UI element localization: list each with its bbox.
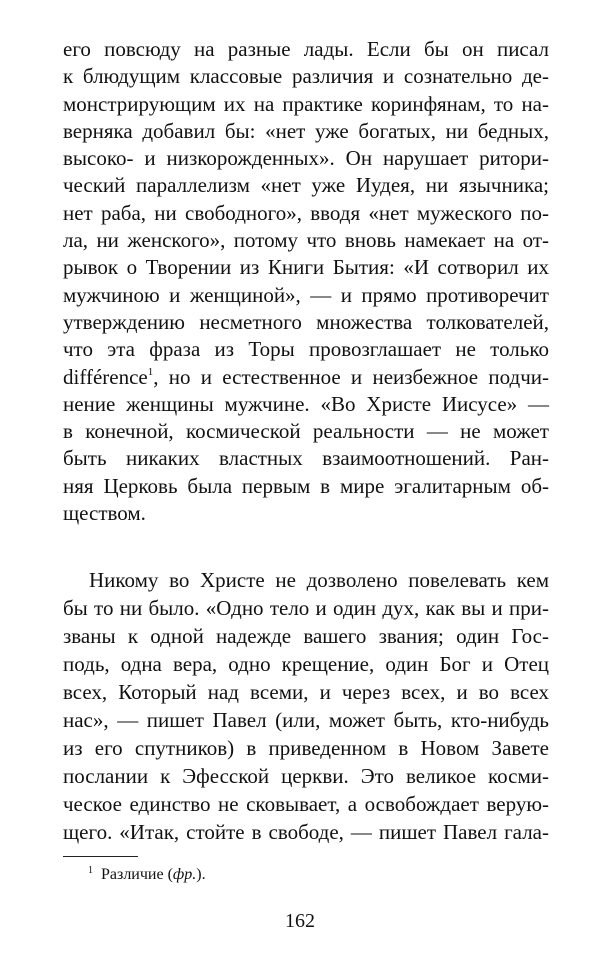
text-line: подь, одна вера, одно крещение, один Бог и Отец [63, 652, 549, 677]
text-line: ческое единство не сковывает, а освобождает верую- [63, 792, 549, 817]
text-line: быть никаких властных взаимоотношений. Ран- [63, 446, 549, 471]
text-line: мужчиною и женщиной», — и прямо противоречит [63, 282, 549, 307]
text-line: рывок о Творении из Книги Бытия: «И сотворил их [63, 255, 549, 280]
page-number: 162 [285, 910, 315, 932]
text-line: бы то ни было. «Одно тело и один дух, как вы и при- [63, 596, 549, 621]
footnote-divider [63, 856, 138, 857]
text-line: всех, Который над всеми, и через всех, и во всех [63, 680, 549, 705]
text-line: нение женщины мужчине. «Во Христе Иисусе» — [63, 391, 549, 416]
text-line: в конечной, космической реальности — не может [63, 419, 549, 444]
text-line: из его спутников) в приведенном в Новом Завете [63, 736, 549, 761]
text-line: щего. «Итак, стойте в свободе, — пишет Павел гала- [63, 820, 549, 845]
text-line: послании к Эфесской церкви. Это великое косми- [63, 764, 549, 789]
text-line: что эта фраза из Торы провозглашает не только [63, 337, 549, 362]
page-body [63, 36, 549, 846]
footnote-lang: фр. [172, 866, 197, 883]
text-line: верняка добавил бы: «нет уже богатых, ни бедных, [63, 118, 549, 143]
text-line: нас», — пишет Павел (или, может быть, кто-нибудь [63, 708, 549, 733]
footnote-text: Различие ( [101, 866, 173, 883]
paragraph [63, 36, 549, 527]
foreign-word: différence [63, 364, 148, 389]
footnote [88, 866, 206, 884]
text-line: нет раба, ни свободного», вводя «нет мужеского по- [63, 200, 549, 225]
text-line: высоко- и низкорожденных». Он нарушает ритори- [63, 146, 549, 171]
text-line: его повсюду на разные лады. Если бы он писал [63, 37, 549, 61]
text-line: Никому во Христе не дозволено повелевать кем [89, 568, 549, 593]
text-line: утверждению несметного множества толкователей, [63, 309, 549, 334]
footnote-close: ). [196, 866, 206, 883]
text-line: званы к одной надежде вашего звания; один Гос- [63, 624, 549, 649]
footnote-number: 1 [88, 865, 93, 876]
text-line: ла, ни женского», потому что вновь намекает на от- [63, 228, 549, 253]
paragraph [63, 566, 549, 846]
footnote-ref[interactable]: 1 [147, 365, 154, 378]
text-line: няя Церковь была первым в мире эгалитарным об- [63, 473, 549, 498]
text-line [63, 364, 549, 391]
text-line: к блюдущим классовые различия и сознательно де- [63, 64, 549, 89]
text-line: ческий параллелизм «нет уже Иудея, ни язычника; [63, 173, 549, 198]
text-line: ществом. [63, 501, 146, 526]
text-line: монстрирующим их на практике коринфянам, то на- [63, 91, 549, 116]
text-span: , но и естественное и неизбежное подчи- [153, 364, 549, 389]
